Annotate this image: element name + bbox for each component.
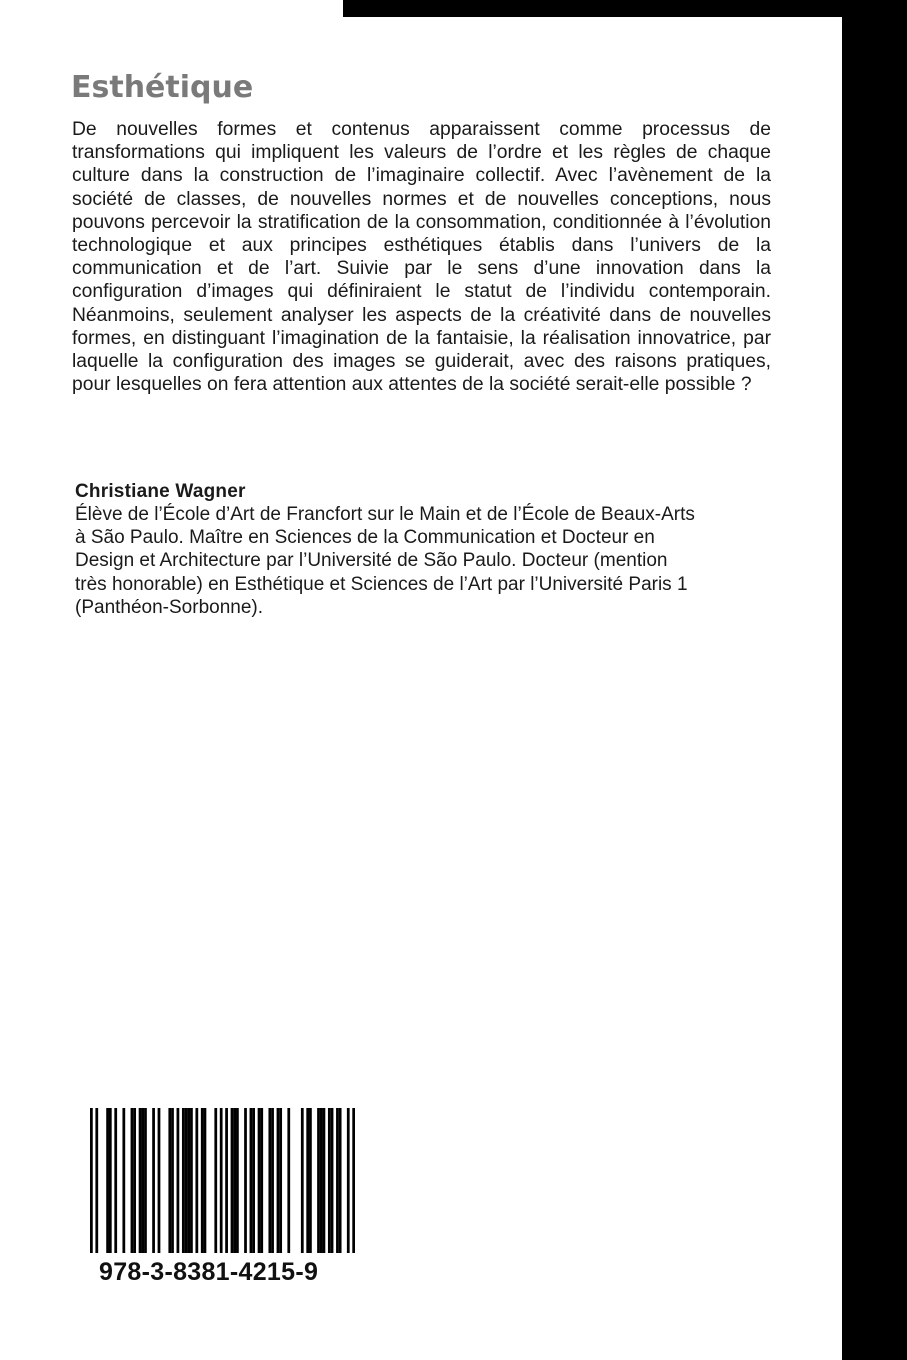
barcode-bar xyxy=(231,1108,234,1253)
barcode-bar xyxy=(328,1108,331,1253)
top-black-band xyxy=(343,0,907,17)
barcode-bar xyxy=(90,1108,93,1253)
barcode-bar xyxy=(244,1108,247,1253)
barcode-bar xyxy=(131,1108,134,1253)
right-black-band xyxy=(842,0,907,1360)
barcode-bar xyxy=(133,1108,136,1253)
barcode-bar xyxy=(323,1108,326,1253)
barcode-bar xyxy=(331,1108,334,1253)
barcode-bar xyxy=(320,1108,323,1253)
barcode-bar xyxy=(168,1108,171,1253)
author-block xyxy=(75,480,775,619)
barcode-bar xyxy=(171,1108,174,1253)
barcode-bar xyxy=(271,1108,274,1253)
abstract-paragraph: De nouvelles formes et contenus apparaissent comme processus de transformations qui impliquent les valeurs de l’ordre et les règles de chaque culture dans la construction de l’imaginaire collectif. Avec l’avènement de la société de classes, de nouvelles normes et de nouvelles conceptions, nous pouvons percevoir la stratification de la consommation, conditionnée à l’évolution technologique et aux principes esthétiques établis dans l’univers de la communication et de l’art. Suivie par le sens d’une innovation dans la configuration d’images qui définiraient le statut de l’individu contemporain. Néanmoins, seulement analyser les aspects de la créativité dans de nouvelles formes, en distinguant l’imagination de la fantaisie, la réalisation innovatrice, par laquelle la configuration des images se guiderait, avec des raisons pratiques, pour lesquelles on fera attention aux attentes de la société serait-elle possible ? xyxy=(72,119,771,396)
barcode-bar xyxy=(122,1108,125,1253)
barcode-bar xyxy=(177,1108,180,1253)
barcode-bar xyxy=(187,1108,190,1253)
barcode-bar xyxy=(190,1108,193,1253)
author-name: Christiane Wagner xyxy=(75,481,246,502)
barcode-bar xyxy=(141,1108,144,1253)
barcode-bar xyxy=(220,1108,223,1253)
barcode-bar xyxy=(309,1108,312,1253)
author-bio-line: très honorable) en Esthétique et Sciences de l’Art par l’Université Paris 1 xyxy=(75,573,688,595)
barcode-bar xyxy=(201,1108,204,1253)
barcode-bar xyxy=(182,1108,185,1253)
barcode-bar xyxy=(336,1108,339,1253)
barcode-bar xyxy=(95,1108,98,1253)
barcode-bar xyxy=(106,1108,109,1253)
barcode-bar xyxy=(301,1108,304,1253)
barcode-bar xyxy=(279,1108,282,1253)
barcode-bar xyxy=(277,1108,280,1253)
barcode-bar xyxy=(347,1108,350,1253)
barcode-bar xyxy=(139,1108,142,1253)
barcode-bar xyxy=(144,1108,147,1253)
barcode-bar xyxy=(225,1108,228,1253)
page-title: Esthétique xyxy=(71,70,254,105)
barcode-bar xyxy=(204,1108,207,1253)
barcode-bar xyxy=(287,1108,290,1253)
isbn-number: 978-3-8381-4215-9 xyxy=(99,1258,319,1286)
barcode-bar xyxy=(268,1108,271,1253)
barcode-bar xyxy=(185,1108,188,1253)
author-bio-line: Design et Architecture par l’Université de São Paulo. Docteur (mention xyxy=(75,550,668,572)
barcode-bar xyxy=(114,1108,117,1253)
barcode-bar xyxy=(317,1108,320,1253)
barcode-bar xyxy=(252,1108,255,1253)
barcode-bar xyxy=(214,1108,217,1253)
barcode-bar xyxy=(152,1108,155,1253)
barcode-bar xyxy=(236,1108,239,1253)
author-bio-line: à São Paulo. Maître en Sciences de la Communication et Docteur en xyxy=(75,527,655,549)
isbn-barcode xyxy=(90,1108,355,1253)
barcode-bar xyxy=(352,1108,355,1253)
barcode-bar xyxy=(258,1108,261,1253)
barcode-bar xyxy=(339,1108,342,1253)
author-bio-line: (Panthéon-Sorbonne). xyxy=(75,596,264,618)
author-bio-line: Élève de l’École d’Art de Francfort sur le Main et de l’École de Beaux-Arts xyxy=(75,504,695,525)
barcode-bar xyxy=(306,1108,309,1253)
barcode-bar xyxy=(233,1108,236,1253)
barcode-bar xyxy=(260,1108,263,1253)
author-bio xyxy=(75,503,775,619)
barcode-bar xyxy=(250,1108,253,1253)
barcode-bar xyxy=(158,1108,161,1253)
barcode-bar xyxy=(109,1108,112,1253)
barcode-bar xyxy=(195,1108,198,1253)
